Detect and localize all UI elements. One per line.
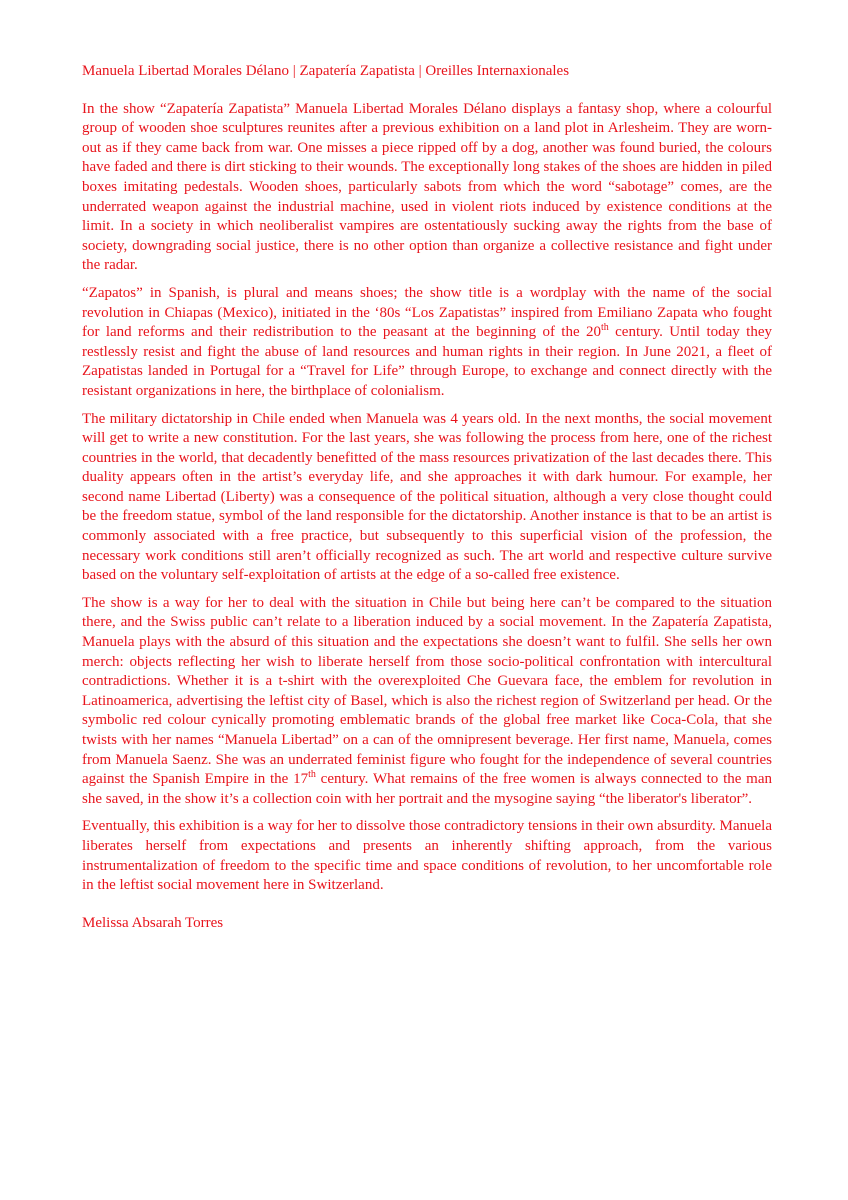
- paragraph-exhibition-description: [82, 100, 772, 276]
- paragraph-text: In the show “Zapatería Zapatista” Manuela Libertad Morales Délano displays a fantasy shop, where a colourful group of wooden shoe sculptures reunites after a previous exhibition on a land plot in Arlesheim. They are worn-out as if they came back from war. One misses a piece ripped off by a dog, another was found buried, the colours have faded and there is dirt sticking to their wounds. The exceptionally long stakes of the shoes are hidden in piled boxes imitating pedestals. Wooden shoes, particularly sabots from which the word “sabotage” comes, are the underrated weapon against the industrial machine, used in violent riots induced by existence conditions at the limit. In a society in which neoliberalist vampires are ostentatiously sucking away the rights from the base of society, downgrading social justice, there is no other option than organize a collective resistance and fight under the radar.: [82, 100, 772, 274]
- document-header: Manuela Libertad Morales Délano | Zapatería Zapatista | Oreilles Internaxionales: [82, 63, 570, 79]
- superscript: th: [308, 769, 316, 781]
- paragraph-text-part: The show is a way for her to deal with the situation in Chile but being here can’t be compared to the situation there, and the Swiss public can’t relate to a liberation induced by a social movement. In the Zapatería Zapatista, Manuela plays with the absurd of this situation and the expectations she doesn’t want to fulfil. She sells her own merch: objects reflecting her wish to liberate herself from those socio-political confrontation with intercultural contradictions. Whether it is a t-shirt with the overexploited Che Guevara face, the emblem for revolution in Latinoamerica, advertising the leftist city of Basel, which is also the richest region of Switzerland per head. Or the symbolic red colour cynically promoting emblematic brands of the global free market like Coca-Cola, that she twists with her names “Manuela Libertad” on a can of the omnipresent beverage. Her first name, Manuela, comes from Manuela Saenz. She was an underrated feminist figure who fought for the independence of several countries against the Spanish Empire in the 17: [82, 594, 772, 788]
- paragraph-chile-dictatorship: [82, 410, 772, 586]
- paragraph-text: The military dictatorship in Chile ended when Manuela was 4 years old. In the next months, the social movement will get to write a new constitution. For the last years, she was following the process from here, one of the richest countries in the world, that decadently benefitted of the mass resources privatization of the last decades there. This duality appears often in the artist’s everyday life, and she approaches it with dark humour. For example, her second name Libertad (Liberty) was a consequence of the political situation, although a very close thought could be the freedom statue, symbol of the land responsible for the dictatorship. Another instance is that to be an artist is commonly associated with a free practice, but subsequently to this superficial vision of the profession, the necessary work conditions still aren’t officially recognized as such. The art world and respective culture survive based on the voluntary self-exploitation of artists at the edge of a so-called free existence.: [82, 410, 772, 584]
- paragraph-text-part: century. Until today they restlessly resist and fight the abuse of land resources and human rights in their region. In June 2021, a fleet of Zapatistas landed in Portugal for a “Travel for Life” through Europe, to exchange and connect directly with the resistant organizations in here, the birthplace of colonialism.: [82, 324, 772, 399]
- document-page: [82, 62, 772, 933]
- paragraph-zapatos-wordplay: [82, 284, 772, 402]
- paragraph-conclusion: [82, 817, 772, 895]
- paragraph-text-part: “Zapatos” in Spanish, is plural and means shoes; the show title is a wordplay with the name of the social revolution in Chiapas (Mexico), initiated in the ‘80s “Los Zapatistas” inspired from Emiliano Zapata who fought for land reforms and their redistribution to the peasant at the beginning of the 20: [82, 284, 772, 341]
- author-signature: Melissa Absarah Torres: [82, 914, 224, 931]
- superscript: th: [601, 322, 609, 334]
- paragraph-text: Eventually, this exhibition is a way for her to dissolve those contradictory tensions in their own absurdity. Manuela liberates herself from expectations and presents an inherently shifting approach, from the various instrumentalization of freedom to the specific time and space conditions of revolution, to her uncomfortable role in the leftist social movement here in Switzerland.: [82, 818, 772, 894]
- paragraph-show-merch: [82, 594, 772, 810]
- paragraph-text-part: century. What remains of the free women is always connected to the man she saved, in the show it’s a collection coin with her portrait and the mysogine saying “the liberator's liberator”.: [82, 771, 772, 807]
